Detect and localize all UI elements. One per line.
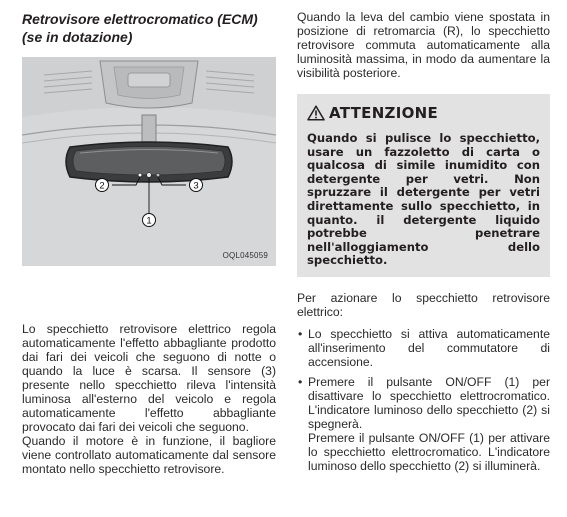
bullet-text: Premere il pulsante ON/OFF (1) per disattivare lo specchietto elettrocromatico. L'indicatore luminoso dello specchietto (2) si spegnerà. — [308, 374, 550, 431]
bullet-text: Lo specchietto si attiva automaticamente all'inserimento del commutatore di accensione. — [308, 326, 550, 369]
left-body-text — [22, 322, 276, 476]
left-column — [22, 10, 276, 476]
right-column — [297, 10, 550, 479]
mirror-illustration — [22, 57, 276, 266]
warning-header — [307, 104, 540, 122]
list-item — [297, 327, 550, 369]
callout-1-label: 1 — [146, 215, 152, 227]
section-title-line2: (se in dotazione) — [22, 29, 133, 45]
left-paragraph-2: Quando il motore è in funzione, il bagliore viene controllato automaticamente dal sensore montato nello specchietto retrovisore. — [22, 434, 276, 476]
callout-2-label: 2 — [99, 180, 105, 192]
mirror-drawing — [22, 57, 276, 266]
list-item — [297, 375, 550, 473]
bullet-text-continued: Premere il pulsante ON/OFF (1) per attivare lo specchietto elettrocromatico. L'indicatore luminoso dello specchietto (2) si illuminerà. — [308, 430, 550, 473]
warning-title: ATTENZIONE — [329, 104, 439, 122]
warning-box — [297, 94, 550, 277]
reverse-gear-paragraph: Quando la leva del cambio viene spostata in posizione di retromarcia (R), lo specchietto retrovisore commuta automaticamente alla luminosità massima, in modo da aumentare la visibilità posteriore. — [297, 10, 550, 80]
section-title-line1: Retrovisore elettrocromatico (ECM) — [22, 11, 258, 27]
operation-list — [297, 327, 550, 473]
callout-3-label: 3 — [193, 180, 199, 192]
section-title — [22, 10, 276, 46]
figure-code: OQL045059 — [222, 251, 268, 260]
left-paragraph-1: Lo specchietto retrovisore elettrico regola automaticamente l'effetto abbagliante prodotto dai fari dei veicoli che seguono di notte o quando la luce è scarsa. Il sensore (3) presente nello specchietto rileva l'intensità luminosa all'esterno del veicolo e regola automaticamente l'effetto abbagliante provocato dai fari dei veicoli che seguono. — [22, 322, 276, 434]
operation-intro: Per azionare lo specchietto retrovisore elettrico: — [297, 290, 550, 319]
warning-triangle-icon — [307, 105, 325, 121]
bullet-dot: • — [298, 326, 303, 341]
bullet-dot: • — [298, 374, 303, 389]
warning-text: Quando si pulisce lo specchietto, usare un fazzoletto di carta o qualcosa di simile inumidito con detergente per vetri. Non spruzzare il detergente per vetri direttamente sullo specchietto, in quanto. il detergente liquido potrebbe penetrare nell'alloggiamento dello specchietto. — [307, 131, 540, 268]
